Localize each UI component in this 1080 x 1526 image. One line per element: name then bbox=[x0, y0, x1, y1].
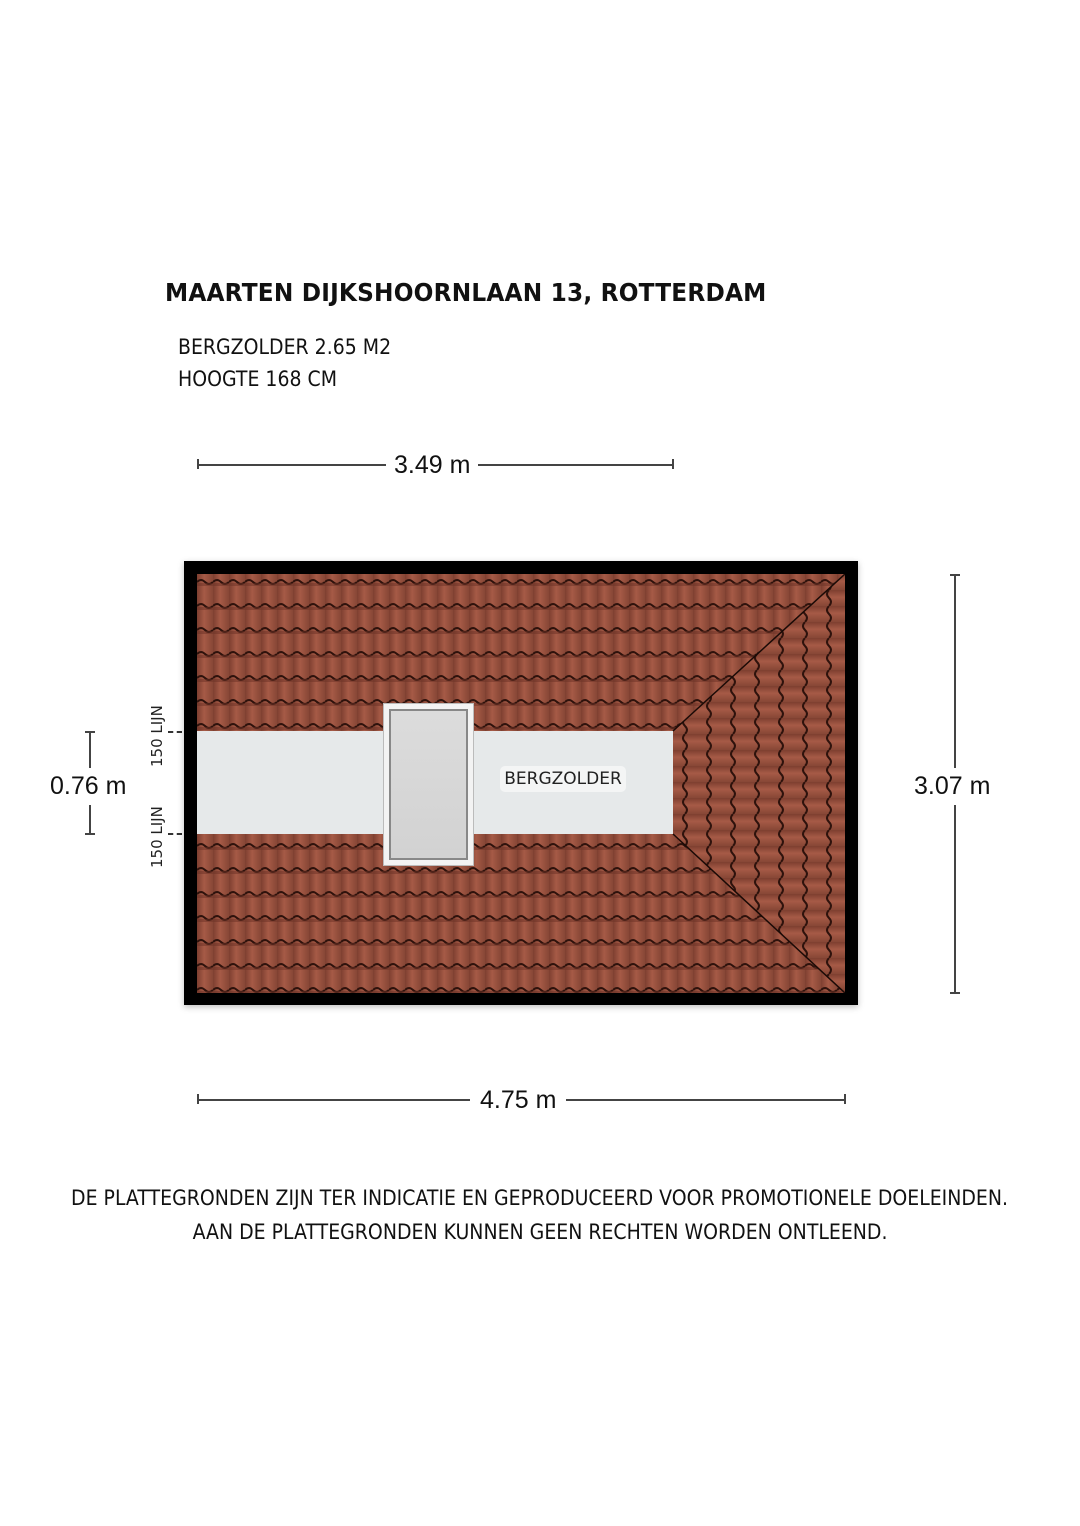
dimension-tick bbox=[197, 1094, 199, 1104]
dimension-tick bbox=[197, 459, 199, 469]
property-address-title: MAARTEN DIJKSHOORNLAAN 13, ROTTERDAM bbox=[165, 278, 767, 307]
disclaimer-text: DE PLATTEGRONDEN ZIJN TER INDICATIE EN GEPRODUCEERD VOOR PROMOTIONELE DOELEINDEN. bbox=[71, 1186, 1009, 1210]
dimension-label: 0.76 m bbox=[48, 768, 128, 805]
lijn-marker-bottom bbox=[168, 833, 182, 835]
dimension-tick bbox=[85, 833, 95, 835]
dimension-tick bbox=[672, 459, 674, 469]
dimension-tick bbox=[950, 574, 960, 576]
room-label: BERGZOLDER bbox=[500, 766, 626, 792]
dimension-tick bbox=[85, 731, 95, 733]
dimension-label: 3.07 m bbox=[912, 768, 992, 805]
skylight-window bbox=[383, 703, 474, 866]
lijn-marker-top bbox=[168, 731, 182, 733]
room-area-text: BERGZOLDER 2.65 M2 bbox=[178, 335, 392, 359]
room-height-text: HOOGTE 168 CM bbox=[178, 367, 338, 391]
disclaimer-line-2 bbox=[0, 1220, 1080, 1244]
disclaimer-text: AAN DE PLATTEGRONDEN KUNNEN GEEN RECHTEN WORDEN ONTLEEND. bbox=[192, 1220, 888, 1244]
dimension-tick bbox=[950, 992, 960, 994]
lijn-label-top: 150 LIJN bbox=[148, 705, 166, 767]
lijn-label-bottom: 150 LIJN bbox=[148, 806, 166, 868]
dimension-label: 4.75 m bbox=[470, 1086, 566, 1115]
skylight-glass bbox=[389, 709, 468, 860]
dimension-label: 3.49 m bbox=[386, 451, 478, 480]
dimension-tick bbox=[844, 1094, 846, 1104]
disclaimer-line-1 bbox=[0, 1186, 1080, 1210]
